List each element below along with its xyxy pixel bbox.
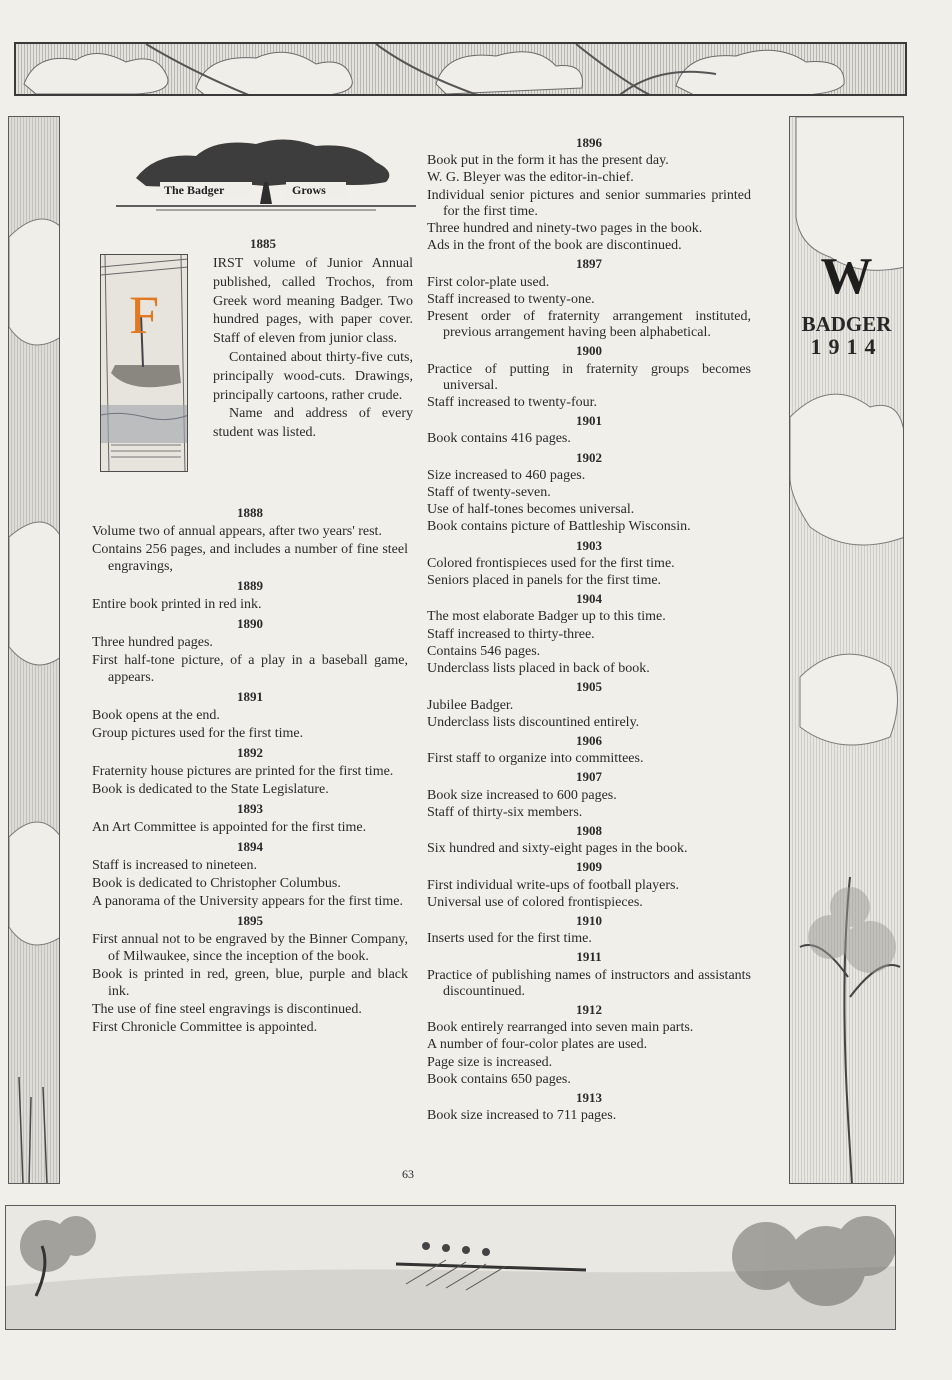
timeline-item: Contains 256 pages, and includes a number of fine steel engravings, — [92, 542, 408, 574]
intro-paragraph — [213, 255, 413, 443]
year-heading: 1896 — [576, 135, 602, 150]
year-heading: 1908 — [576, 822, 602, 838]
year-heading: 1906 — [576, 732, 602, 748]
logo-left-word: The Badger — [164, 183, 225, 197]
timeline-item: First half-tone picture, of a play in a baseball game, appears. — [92, 653, 408, 685]
timeline-item: Book is dedicated to Christopher Columbus. — [92, 876, 341, 891]
timeline-item: Ads in the front of the book are discontinued. — [427, 238, 682, 254]
timeline-item: Entire book printed in red ink. — [92, 597, 262, 612]
timeline-item: Staff of twenty-seven. — [427, 485, 551, 501]
year-heading: 1903 — [576, 537, 602, 553]
left-column-timeline — [92, 502, 408, 1037]
timeline-item: Volume two of annual appears, after two years' rest. — [92, 524, 382, 539]
timeline-item: Book size increased to 600 pages. — [427, 787, 617, 803]
year-heading: 1910 — [576, 912, 602, 928]
timeline-item: Book size increased to 711 pages. — [427, 1108, 617, 1124]
year-heading: 1912 — [576, 1001, 602, 1017]
year-heading: 1888 — [237, 505, 263, 520]
timeline-item: Staff is increased to nineteen. — [92, 858, 257, 873]
year-heading: 1902 — [576, 449, 602, 465]
timeline-item: First annual not to be engraved by the Binner Company, of Milwaukee, since the inception of the book. — [92, 932, 408, 964]
timeline-item: Staff of thirty-six members. — [427, 804, 583, 820]
timeline-item: Group pictures used for the first time. — [92, 726, 304, 741]
timeline-item: Six hundred and sixty-eight pages in the book. — [427, 841, 688, 857]
timeline-item: An Art Committee is appointed for the first time. — [92, 820, 367, 835]
right-column-timeline — [427, 133, 751, 1125]
timeline-item: Three hundred and ninety-two pages in the book. — [427, 221, 703, 237]
timeline-item: A panorama of the University appears for the first time. — [92, 894, 404, 909]
year-heading: 1913 — [576, 1089, 602, 1105]
year-heading: 1891 — [237, 689, 263, 704]
timeline-item: The most elaborate Badger up to this time. — [427, 609, 666, 625]
intro-line-3: Name and address of every student was listed. — [213, 406, 413, 441]
timeline-item: Three hundred pages. — [92, 635, 213, 650]
timeline-item: Book is dedicated to the State Legislature. — [92, 782, 329, 797]
timeline-item: A number of four-color plates are used. — [427, 1037, 648, 1053]
year-heading: 1895 — [237, 913, 263, 928]
timeline-item: W. G. Bleyer was the editor-in-chief. — [427, 170, 634, 186]
timeline-item: Book entirely rearranged into seven main parts. — [427, 1020, 694, 1036]
timeline-item: Size increased to 460 pages. — [427, 467, 586, 483]
brand-initial: W — [820, 248, 873, 305]
timeline-item: Universal use of colored frontispieces. — [427, 894, 643, 910]
year-heading: 1905 — [576, 679, 602, 695]
year-heading: 1894 — [237, 839, 263, 854]
year-heading: 1907 — [576, 769, 602, 785]
drop-cap-letter: F — [128, 285, 160, 345]
timeline-item: Seniors placed in panels for the first time. — [427, 573, 662, 589]
timeline-item: First staff to organize into committees. — [427, 751, 644, 767]
timeline-item: First individual write-ups of football players. — [427, 877, 679, 893]
timeline-item: Book contains 650 pages. — [427, 1071, 571, 1087]
timeline-item: Practice of putting in fraternity groups becomes universal. — [427, 361, 751, 393]
top-banner-illustration — [14, 42, 907, 96]
timeline-item: Jubilee Badger. — [427, 697, 514, 713]
year-heading: 1897 — [576, 256, 602, 272]
timeline-item: Colored frontispieces used for the first time. — [427, 555, 675, 571]
timeline-item: Staff increased to twenty-four. — [427, 395, 598, 411]
timeline-item: Page size is increased. — [427, 1054, 553, 1070]
badger-grows-logo — [116, 132, 416, 212]
timeline-item: The use of fine steel engravings is discontinued. — [92, 1002, 362, 1017]
timeline-item: Inserts used for the first time. — [427, 931, 592, 947]
year-heading: 1890 — [237, 616, 263, 631]
timeline-item: Practice of publishing names of instructors and assistants discountinued. — [427, 967, 751, 999]
timeline-item: Individual senior pictures and senior summaries printed for the first time. — [427, 187, 751, 219]
timeline-item: Staff increased to thirty-three. — [427, 626, 595, 642]
right-side-illustration — [789, 116, 904, 1184]
intro-line-1: IRST volume of Junior Annual published, called Trochos, from Greek word meaning Badger. Two hundred pages, with paper cover. Staff of eleven from junior class. — [213, 256, 413, 347]
year-heading: 1904 — [576, 591, 602, 607]
cloud-branches-illustration — [16, 44, 907, 96]
year-heading: 1900 — [576, 343, 602, 359]
timeline-item: Book contains 416 pages. — [427, 431, 571, 447]
timeline-item: Book is printed in red, green, blue, purple and black ink. — [92, 967, 408, 999]
timeline-item: Fraternity house pictures are printed for the first time. — [92, 764, 394, 779]
timeline-item: Book put in the form it has the present day. — [427, 153, 669, 169]
drop-cap-box — [100, 254, 188, 472]
brand-name: BADGER — [801, 312, 892, 336]
year-heading: 1892 — [237, 745, 263, 760]
timeline-item: Underclass lists placed in back of book. — [427, 661, 650, 677]
timeline-item: First color-plate used. — [427, 274, 550, 290]
timeline-item: Contains 546 pages. — [427, 643, 541, 659]
bottom-rowing-illustration — [5, 1205, 896, 1330]
timeline-item: Present order of fraternity arrangement instituted, previous arrangement having been alphabetical. — [427, 309, 751, 341]
page-number: 63 — [402, 1167, 414, 1181]
timeline-item: Staff increased to twenty-one. — [427, 291, 595, 307]
year-heading: 1911 — [576, 949, 602, 965]
timeline-item: Use of half-tones becomes universal. — [427, 502, 635, 518]
brand-year: 1914 — [810, 334, 883, 359]
year-heading: 1889 — [237, 578, 263, 593]
year-heading: 1893 — [237, 801, 263, 816]
timeline-item: First Chronicle Committee is appointed. — [92, 1020, 318, 1035]
timeline-item: Underclass lists discountined entirely. — [427, 714, 640, 730]
year-heading: 1901 — [576, 413, 602, 429]
left-side-illustration — [8, 116, 60, 1184]
intro-line-2: Contained about thirty-five cuts, principally wood-cuts. Drawings, principally cartoons, rather crude. — [213, 349, 413, 403]
tree-icon — [116, 132, 416, 212]
timeline-item: Book contains picture of Battleship Wisconsin. — [427, 519, 691, 535]
rowing-crew-illustration — [6, 1206, 896, 1330]
year-heading: 1909 — [576, 859, 602, 875]
timeline-item: Book opens at the end. — [92, 708, 220, 723]
logo-right-word: Grows — [292, 183, 326, 197]
left-cloud-illustration — [9, 117, 60, 1184]
intro-year-heading: 1885 — [250, 236, 276, 251]
